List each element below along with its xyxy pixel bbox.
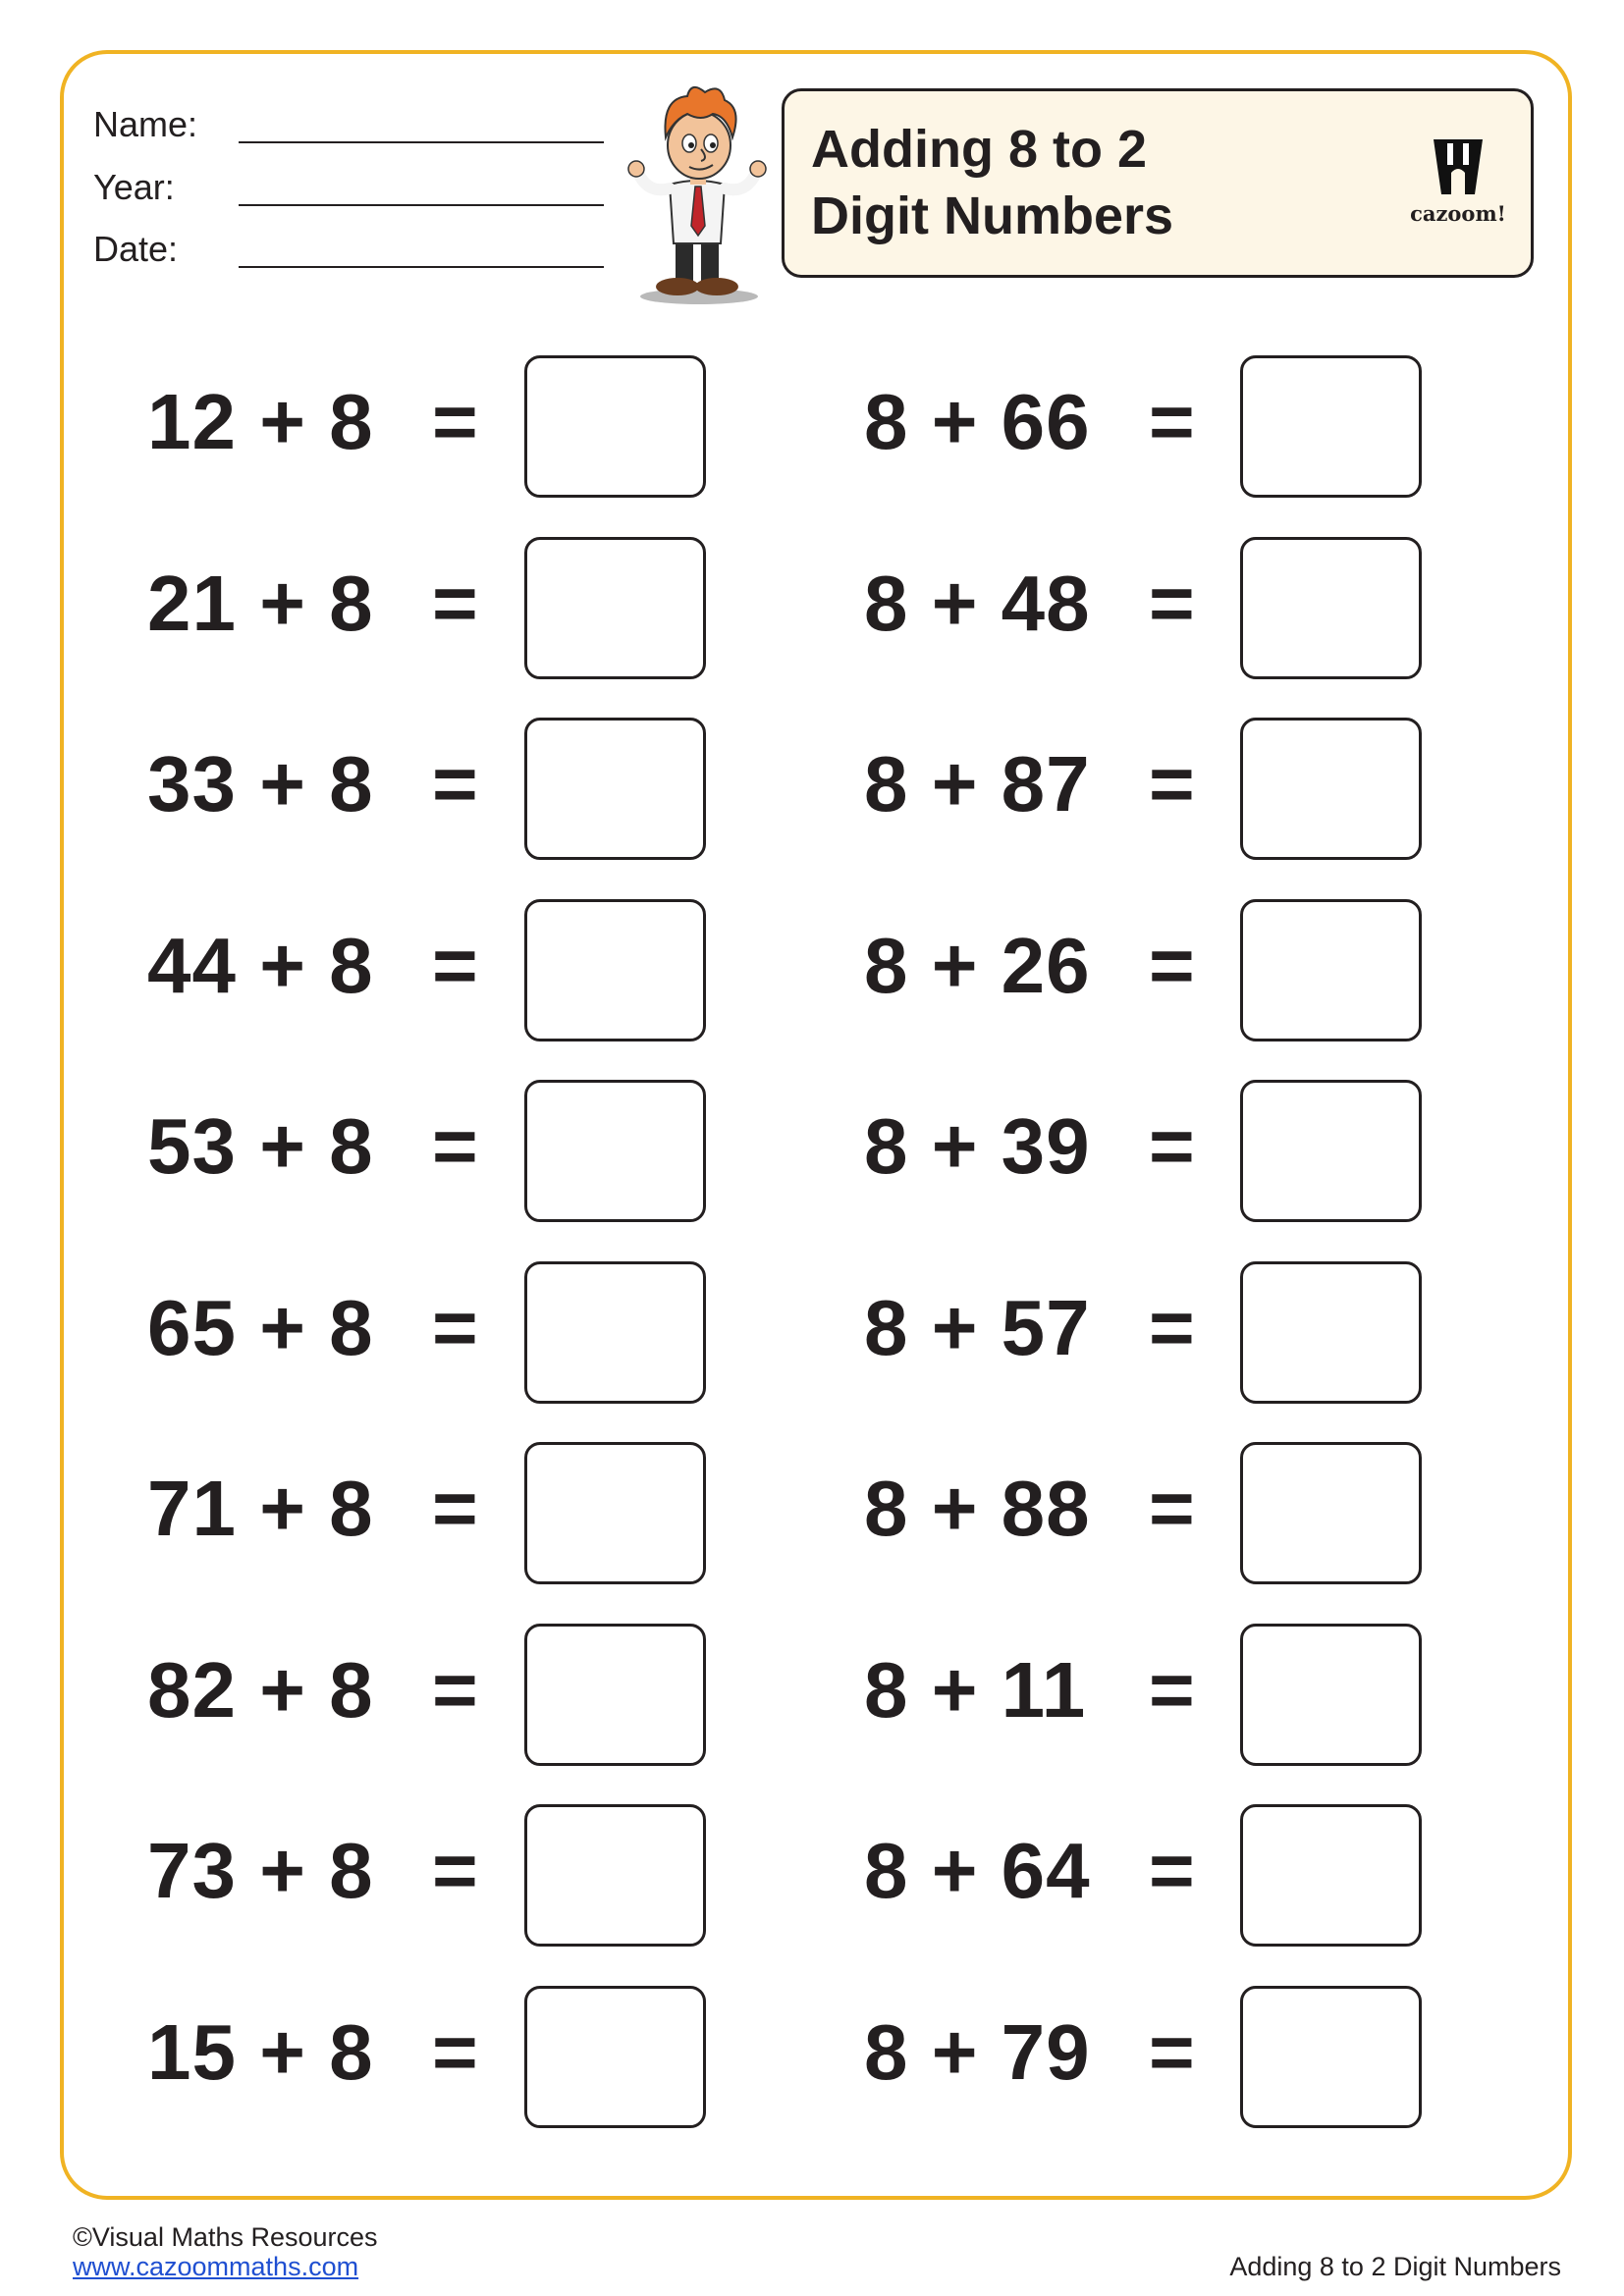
answer-box[interactable] [1240,1080,1422,1222]
answer-box[interactable] [1240,1261,1422,1404]
question-expression: 82 + 8 [147,1646,374,1734]
question-expression: 15 + 8 [147,2008,374,2096]
question-expression: 53 + 8 [147,1102,374,1190]
equals-sign: = [1149,740,1195,828]
title-line-2: Digit Numbers [811,187,1174,245]
question-expression: 44 + 8 [147,922,374,1009]
answer-box[interactable] [524,355,706,498]
equals-sign: = [1149,378,1195,465]
equals-sign: = [432,2008,478,2096]
equals-sign: = [1149,2008,1195,2096]
equals-sign: = [432,740,478,828]
question-expression: 65 + 8 [147,1284,374,1371]
equals-sign: = [432,1827,478,1914]
cazoom-logo-text: cazoom! [1410,201,1506,226]
question-expression: 33 + 8 [147,740,374,828]
year-label: Year: [93,167,175,207]
question-expression: 12 + 8 [147,378,374,465]
question-expression: 8 + 87 [864,740,1091,828]
name-line[interactable] [239,141,604,143]
equals-sign: = [432,1465,478,1552]
date-label: Date: [93,229,179,269]
equals-sign: = [432,922,478,1009]
equals-sign: = [1149,1465,1195,1552]
cartoon-teacher-icon [619,79,776,309]
question-expression: 8 + 57 [864,1284,1091,1371]
question-expression: 8 + 79 [864,2008,1091,2096]
answer-box[interactable] [524,718,706,860]
equals-sign: = [1149,922,1195,1009]
answer-box[interactable] [1240,1624,1422,1766]
answer-box[interactable] [524,1624,706,1766]
question-expression: 8 + 66 [864,378,1091,465]
equals-sign: = [1149,1284,1195,1371]
question-expression: 21 + 8 [147,560,374,647]
equals-sign: = [1149,1102,1195,1190]
answer-box[interactable] [1240,1442,1422,1584]
answer-box[interactable] [1240,1804,1422,1947]
answer-box[interactable] [524,1986,706,2128]
name-label: Name: [93,104,198,144]
equals-sign: = [432,378,478,465]
equals-sign: = [432,560,478,647]
answer-box[interactable] [524,899,706,1041]
equals-sign: = [1149,1646,1195,1734]
worksheet-title [811,116,1361,249]
answer-box[interactable] [524,1261,706,1404]
question-expression: 73 + 8 [147,1827,374,1914]
question-expression: 8 + 48 [864,560,1091,647]
equals-sign: = [1149,560,1195,647]
question-expression: 8 + 11 [864,1646,1087,1734]
year-line[interactable] [239,204,604,206]
answer-box[interactable] [524,537,706,679]
answer-box[interactable] [524,1080,706,1222]
equals-sign: = [432,1646,478,1734]
footer-copyright: ©Visual Maths Resources [73,2222,378,2252]
answer-box[interactable] [524,1442,706,1584]
answer-box[interactable] [524,1804,706,1947]
answer-box[interactable] [1240,1986,1422,2128]
answer-box[interactable] [1240,899,1422,1041]
equals-sign: = [1149,1827,1195,1914]
question-expression: 8 + 88 [864,1465,1091,1552]
answer-box[interactable] [1240,537,1422,679]
question-expression: 71 + 8 [147,1465,374,1552]
equals-sign: = [432,1284,478,1371]
equals-sign: = [432,1102,478,1190]
answer-box[interactable] [1240,355,1422,498]
question-expression: 8 + 26 [864,922,1091,1009]
answer-box[interactable] [1240,718,1422,860]
question-expression: 8 + 39 [864,1102,1091,1190]
date-line[interactable] [239,266,604,268]
question-expression: 8 + 64 [864,1827,1091,1914]
title-line-1: Adding 8 to 2 [811,120,1147,179]
footer-sheet-title: Adding 8 to 2 Digit Numbers [1229,2252,1561,2281]
footer-website-link[interactable]: www.cazoommaths.com [73,2252,359,2281]
